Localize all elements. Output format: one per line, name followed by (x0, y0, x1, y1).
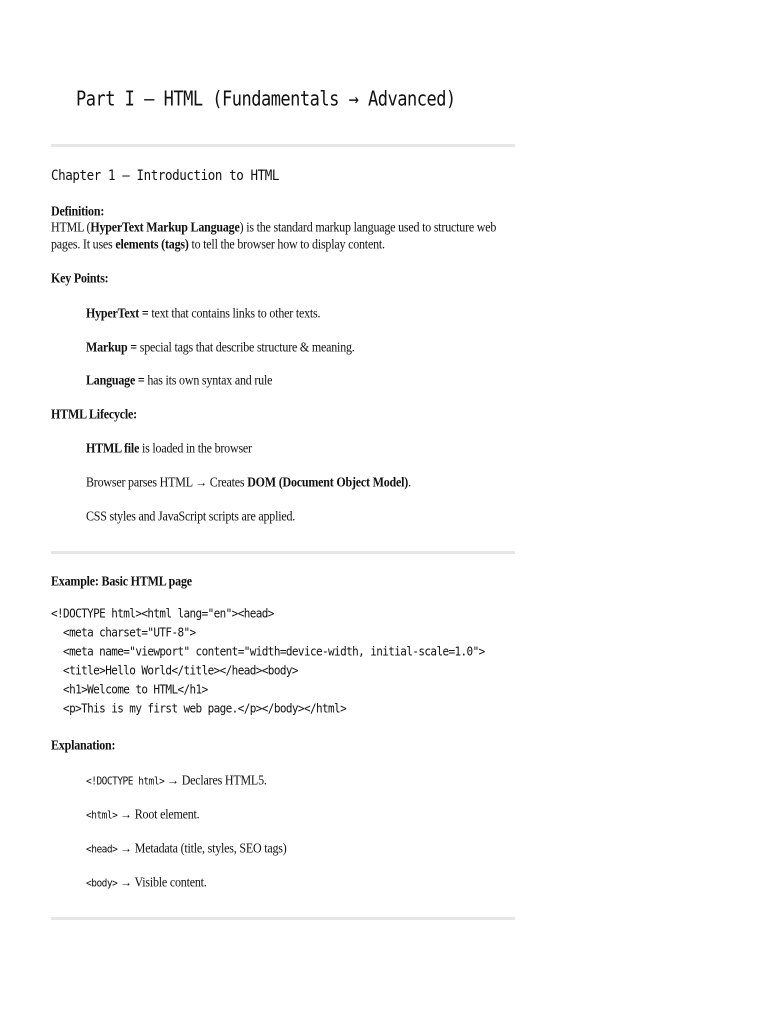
definition-text: ) is the standard markup language used to structure web (239, 219, 497, 235)
lifecycle-text: CSS styles and JavaScript scripts are applied. (86, 508, 296, 524)
key-point-separator: = (127, 339, 140, 355)
lifecycle-item (86, 508, 295, 525)
key-point-desc: has its own syntax and rule (147, 372, 273, 388)
explanation-desc: → Visible content. (117, 874, 207, 890)
definition-text: pages. It uses (51, 236, 116, 252)
explanation-code: <!DOCTYPE html> (86, 775, 165, 788)
section-divider (51, 144, 515, 147)
code-line: <meta name="viewport" content="width=device-width, initial-scale=1.0"> (51, 644, 485, 659)
lifecycle-text: . (408, 474, 411, 490)
code-line: <title>Hello World</title></head><body> (51, 663, 298, 678)
explanation-heading: Explanation: (51, 737, 116, 753)
lifecycle-text: is loaded in the browser (139, 440, 252, 456)
code-line: <meta charset="UTF-8"> (51, 625, 196, 640)
lifecycle-term: DOM (Document Object Model) (247, 474, 409, 490)
explanation-code: <body> (86, 877, 118, 890)
lifecycle-item (86, 440, 252, 457)
section-divider (51, 551, 515, 554)
code-line: <h1>Welcome to HTML</h1> (51, 682, 208, 697)
explanation-code: <head> (86, 843, 118, 856)
explanation-desc: → Declares HTML5. (164, 772, 267, 788)
key-point-separator: = (139, 305, 152, 321)
key-point-item (86, 372, 272, 389)
lifecycle-item (86, 474, 411, 491)
key-point-separator: = (135, 372, 148, 388)
lifecycle-term: HTML file (86, 440, 140, 456)
example-heading: Example: Basic HTML page (51, 573, 192, 589)
definition-text: to tell the browser how to display content. (188, 236, 385, 252)
key-point-term: Language (86, 372, 136, 388)
lifecycle-text: Browser parses HTML → Creates (86, 474, 248, 490)
section-divider (51, 917, 515, 920)
key-point-term: HyperText (86, 305, 140, 321)
definition-term: elements (tags) (115, 236, 189, 252)
explanation-item (86, 840, 287, 857)
explanation-item (86, 772, 267, 789)
key-point-desc: special tags that describe structure & meaning. (139, 339, 355, 355)
chapter-title: Chapter 1 — Introduction to HTML (51, 166, 280, 184)
key-points-heading: Key Points: (51, 270, 109, 286)
key-point-term: Markup (86, 339, 128, 355)
part-title: Part I — HTML (Fundamentals → Advanced) (76, 88, 456, 112)
lifecycle-heading: HTML Lifecycle: (51, 406, 137, 422)
key-point-item (86, 339, 355, 356)
definition-term: HyperText Markup Language (90, 219, 240, 235)
definition-line-2 (51, 236, 385, 253)
code-line: <!DOCTYPE html><html lang="en"><head> (51, 606, 274, 621)
explanation-item (86, 806, 199, 823)
definition-text: HTML ( (51, 219, 91, 235)
explanation-item (86, 874, 207, 891)
key-point-item (86, 305, 320, 322)
definition-heading: Definition: (51, 203, 105, 219)
explanation-desc: → Metadata (title, styles, SEO tags) (117, 840, 287, 856)
definition-line-1 (51, 219, 496, 236)
key-point-desc: text that contains links to other texts. (151, 305, 321, 321)
code-line: <p>This is my first web page.</p></body></html> (51, 701, 347, 716)
explanation-code: <html> (86, 809, 118, 822)
explanation-desc: → Root element. (117, 806, 200, 822)
